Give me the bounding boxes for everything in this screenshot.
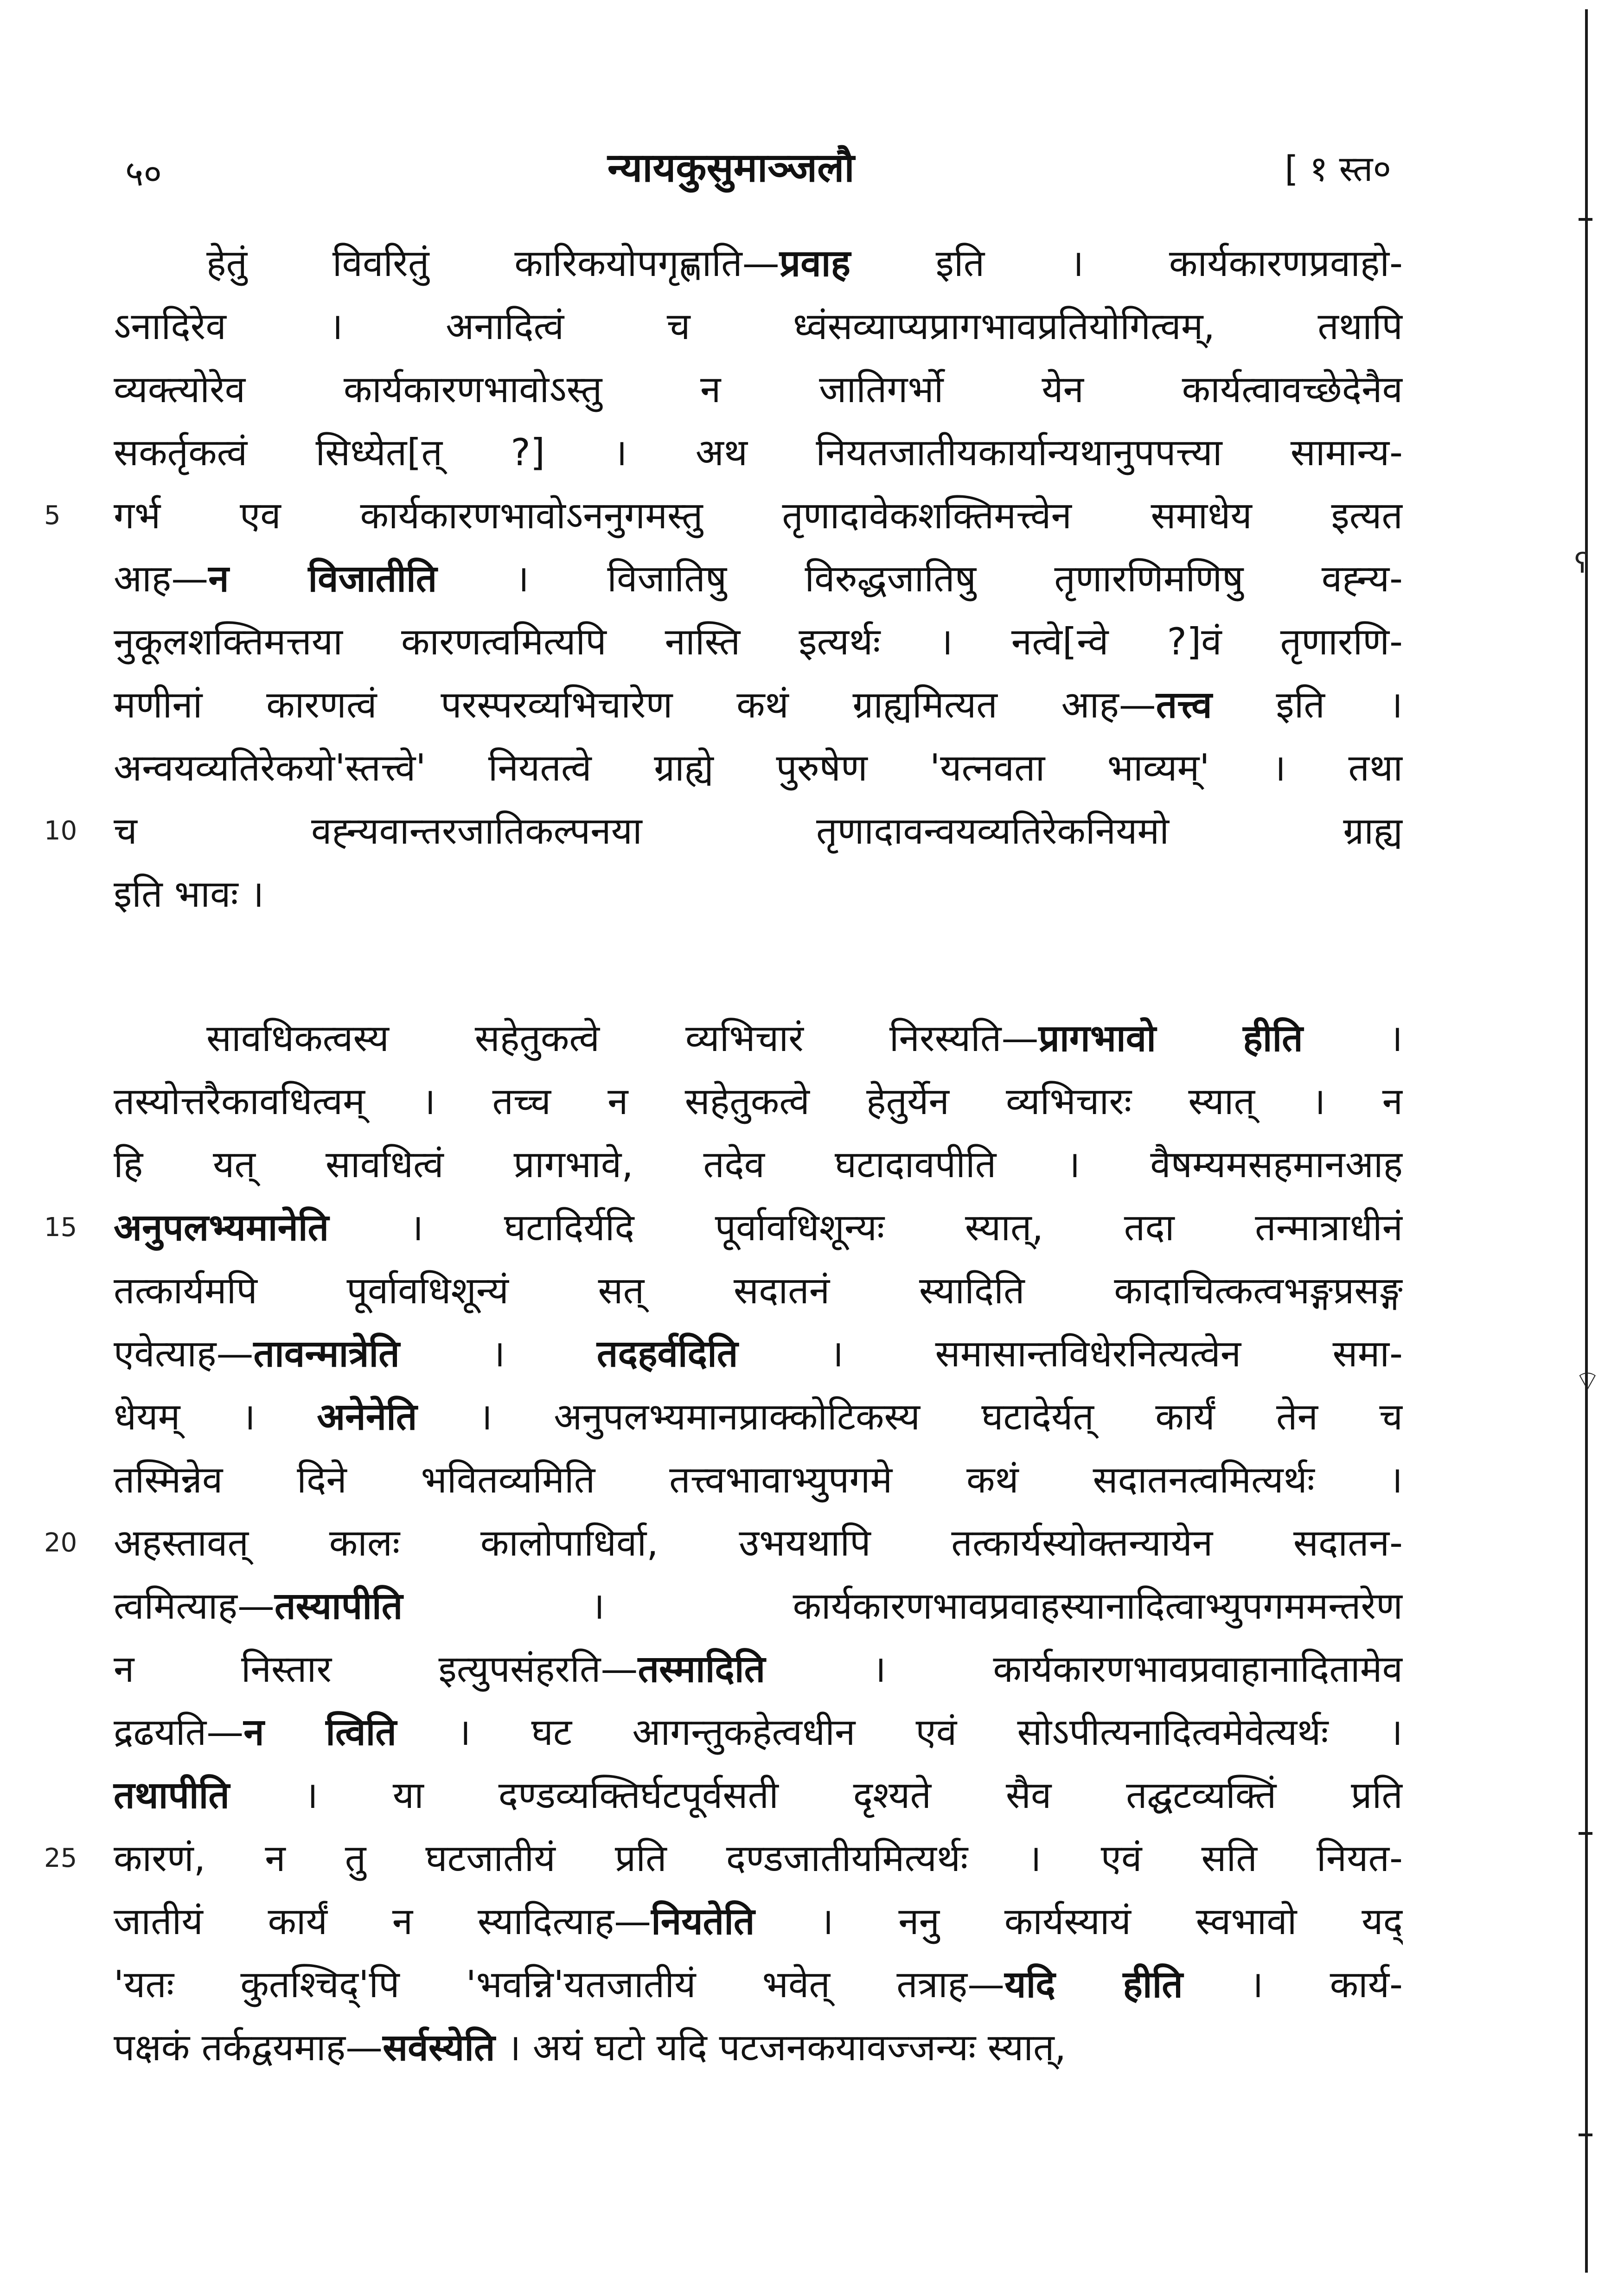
paragraph [0, 232, 1624, 926]
line-text: । कार्यकारणभावप्रवाहस्यानादित्वाभ्युपगममन्तरेण [403, 1584, 1403, 1627]
pratika-lemma: नियतेति [651, 1900, 755, 1943]
pratika-lemma: अनुपलभ्यमानेति [114, 1206, 329, 1249]
line-text: तत्कार्यमपि पूर्वावधिशून्यं सत् सदातनं स्यादिति कादाचित्कत्वभङ्गप्रसङ्ग [114, 1269, 1403, 1312]
line-text: अन्वयव्यतिरेकयो'स्तत्त्वे' नियतत्वे ग्राह्ये पुरुषेण 'यत्नवता भाव्यम्' । तथा [114, 746, 1403, 789]
text-line [0, 610, 1403, 673]
text-line [0, 800, 1403, 863]
text-line [0, 547, 1403, 610]
text-line [0, 1575, 1403, 1638]
line-number: 25 [44, 1843, 77, 1873]
commentary-body [0, 232, 1624, 2079]
text-line [0, 1196, 1403, 1259]
text-line [0, 232, 1403, 295]
pratika-lemma: सर्वस्येति [383, 2026, 495, 2069]
line-text: ऽनादिरेव । अनादित्वं च ध्वंसव्याप्यप्रागभावप्रतियोगित्वम्, तथापि [114, 305, 1403, 348]
line-text: तस्योत्तरैकावधित्वम् । तच्च न सहेतुकत्वे हेतुर्येन व्यभिचारः स्यात् । न [114, 1080, 1403, 1123]
line-text: । अयं घटो यदि पटजनकयावज्जन्यः स्यात्, [495, 2026, 1067, 2069]
text-line [0, 737, 1403, 800]
pratika-lemma: तत्त्व [1156, 683, 1212, 726]
text-line [0, 1133, 1403, 1196]
line-text: अहस्तावत् कालः कालोपाधिर्वा, उभयथापि तत्कार्यस्योक्तन्यायेन सदातन- [114, 1521, 1403, 1564]
page-header [116, 139, 1391, 199]
pratika-lemma: यदि हीति [1004, 1963, 1183, 2006]
line-text: । ननु कार्यस्यायं स्वभावो यद् [754, 1900, 1403, 1943]
text-line [0, 358, 1403, 421]
line-text: न निस्तार इत्युपसंहरति— [114, 1647, 638, 1691]
text-line [0, 1764, 1403, 1827]
line-text: व्यक्त्योरेव कार्यकारणभावोऽस्तु न जातिगर्भो येन कार्यत्वावच्छेदेनैव [114, 368, 1403, 411]
line-text: इति । [1212, 683, 1403, 726]
pratika-lemma: तथापीति [114, 1774, 230, 1817]
line-text: । अनुपलभ्यमानप्राक्कोटिकस्य घटादेर्यत् कार्यं तेन च [417, 1395, 1403, 1438]
text-line [0, 484, 1403, 547]
line-text: तस्मिन्नेव दिने भवितव्यमिति तत्त्वभावाभ्युपगमे कथं सदातनत्वमित्यर्थः । [114, 1458, 1403, 1501]
line-text: द्रढयति— [114, 1711, 244, 1754]
text-line [0, 673, 1403, 737]
line-text: । विजातिषु विरुद्धजातिषु तृणारणिमणिषु वह्न्य- [437, 557, 1403, 600]
section-marker: [ १ स्त० [1285, 148, 1391, 189]
text-line [0, 1890, 1403, 1953]
line-text: गर्भ एव कार्यकारणभावोऽननुगमस्तु तृणादावेकशक्तिमत्त्वेन समाधेय इत्यत [114, 494, 1403, 537]
text-line [0, 1385, 1403, 1448]
pratika-lemma: तदहर्वदिति [596, 1332, 738, 1375]
pratika-lemma: तावन्मात्रेति [253, 1332, 400, 1375]
line-text: मणीनां कारणत्वं परस्परव्यभिचारेण कथं ग्राह्यमित्यत आह— [114, 683, 1156, 726]
line-text: त्वमित्याह— [114, 1584, 275, 1627]
text-line [0, 1512, 1403, 1575]
text-line [0, 1007, 1403, 1070]
line-text: नुकूलशक्तिमत्तया कारणत्वमित्यपि नास्ति इत्यर्थः । नत्वे[न्वे ?]वं तृणारणि- [114, 620, 1403, 663]
pratika-lemma: प्रागभावो हीति [1038, 1017, 1303, 1060]
line-text: । [1303, 1017, 1403, 1060]
line-number: 10 [44, 816, 77, 846]
page-number: ५० [125, 153, 162, 194]
line-text: कारणं, न तु घटजातीयं प्रति दण्डजातीयमित्यर्थः । एवं सति नियत- [114, 1837, 1403, 1880]
line-text: जातीयं कार्यं न स्यादित्याह— [114, 1900, 652, 1943]
line-text: इति भावः । [114, 872, 264, 916]
margin-hook-mark: ʕ [1574, 547, 1589, 580]
margin-tick [1579, 2134, 1592, 2136]
text-line [0, 295, 1403, 358]
line-text: सावधिकत्वस्य सहेतुकत्वे व्यभिचारं निरस्यति— [206, 1017, 1039, 1060]
text-line [0, 421, 1403, 484]
line-number: 20 [44, 1528, 77, 1558]
line-text: आह— [114, 557, 209, 600]
line-text: च वह्न्यवान्तरजातिकल्पनया तृणादावन्वयव्यतिरेकनियमो ग्राह्य [114, 809, 1403, 852]
pratika-lemma: तस्यापीति [275, 1584, 403, 1627]
line-text: । घट आगन्तुकहेत्वधीन एवं सोऽपीत्यनादित्वमेवेत्यर्थः । [396, 1711, 1403, 1754]
line-text: सकर्तृकत्वं सिध्येत[त् ?] । अथ नियतजातीयकार्यान्यथानुपपत्त्या सामान्य- [114, 431, 1403, 474]
line-number: 15 [44, 1212, 77, 1243]
text-line [0, 1322, 1403, 1385]
running-title: न्यायकुसुमाञ्जलौ [607, 145, 855, 191]
margin-hook-mark: ⌔ [1574, 1365, 1601, 1397]
line-text: हेतुं विवरितुं कारिकयोपगृह्णाति— [206, 242, 780, 285]
text-line [0, 1701, 1403, 1764]
line-text: हि यत् सावधित्वं प्रागभावे, तदेव घटादावपीति । वैषम्यमसहमानआह [114, 1143, 1403, 1186]
line-number: 5 [44, 500, 61, 531]
line-text: । घटादिर्यदि पूर्वावधिशून्यः स्यात्, तदा तन्मात्राधीनं [329, 1206, 1403, 1249]
margin-tick [1579, 218, 1592, 221]
line-text: 'यतः कुतश्चिद्'पि 'भवन्नि'यतजातीयं भवेत् तत्राह— [114, 1963, 1005, 2006]
text-line [0, 1070, 1403, 1133]
pratika-lemma: न विजातीति [208, 557, 437, 600]
text-line [0, 2016, 1403, 2079]
paragraph-gap [0, 926, 1624, 1007]
pratika-lemma: न त्विति [243, 1711, 396, 1754]
margin-tick [1579, 1832, 1592, 1835]
pratika-lemma: अनेनेति [317, 1395, 417, 1438]
paragraph [0, 1007, 1624, 2079]
line-text: । [399, 1332, 597, 1375]
margin-rule [1585, 9, 1588, 2273]
text-line [0, 1638, 1403, 1701]
pratika-lemma: तस्मादिति [638, 1647, 766, 1691]
line-text: । कार्य- [1183, 1963, 1403, 2006]
line-text: । समासान्तविधेरनित्यत्वेन समा- [738, 1332, 1403, 1375]
line-text: एवेत्याह— [114, 1332, 254, 1375]
text-line [0, 1259, 1403, 1322]
line-text: । या दण्डव्यक्तिर्घटपूर्वसती दृश्यते सैव तद्घटव्यक्तिं प्रति [229, 1774, 1403, 1817]
line-text: पक्षकं तर्कद्वयमाह— [114, 2026, 383, 2069]
text-line [0, 1448, 1403, 1512]
text-line [0, 1953, 1403, 2016]
pratika-lemma: प्रवाह [779, 242, 850, 285]
line-text: धेयम् । [114, 1395, 317, 1438]
text-line [0, 863, 1403, 926]
line-text: इति । कार्यकारणप्रवाहो- [850, 242, 1403, 285]
line-text: । कार्यकारणभावप्रवाहानादितामेव [765, 1647, 1403, 1691]
text-line [0, 1827, 1403, 1890]
